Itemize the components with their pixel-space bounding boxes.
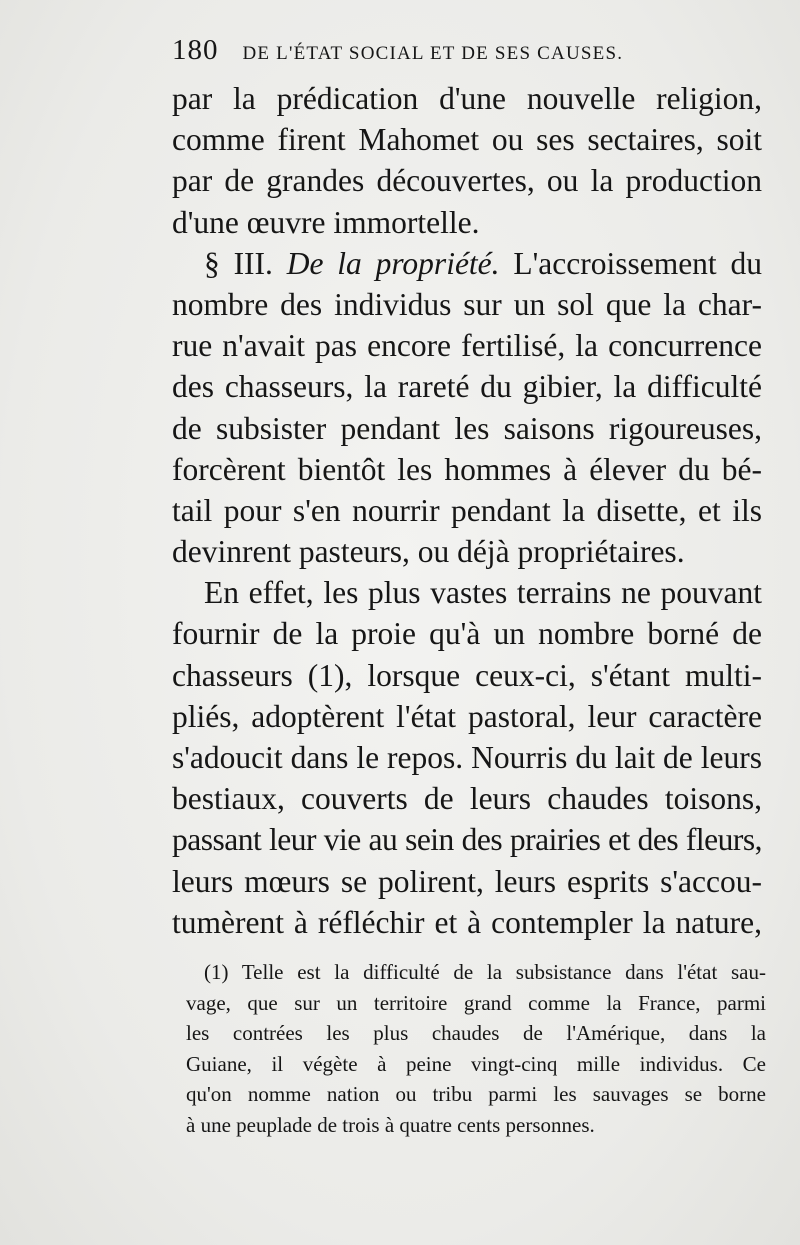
text-line: fournir de la proie qu'à un nombre borné de [172,616,762,652]
text-line: devinrent pasteurs, ou déjà propriétaires. [172,534,685,570]
text-line: En effet, les plus vastes terrains ne pouvant [204,575,762,611]
running-head: DE L'ÉTAT SOCIAL ET DE SES CAUSES. [242,43,624,64]
text-line: rue n'avait pas encore fertilisé, la concurrence [172,328,762,364]
section-first-line-text: L'accroissement du [513,245,762,281]
page-header [172,34,672,64]
text-line: tail pour s'en nourrir pendant la disette, et ils [172,492,762,528]
text-line: bestiaux, couverts de leurs chaudes toisons, [172,781,762,817]
footnote-line: (1) Telle est la difficulté de la subsistance dans l'état sau- [204,960,766,984]
footnote-line: à une peuplade de trois à quatre cents personnes. [186,1112,595,1137]
footnote [186,957,766,1141]
footnote-line: qu'on nomme nation ou tribu parmi les sauvages se borne [186,1082,766,1107]
main-text [172,78,762,943]
section-title: De la propriété. [286,245,500,281]
text-line: des chasseurs, la rareté du gibier, la difficulté [172,369,762,405]
text-line: par la prédication d'une nouvelle religion, [172,81,762,116]
section-number: § III. [204,245,273,281]
text-line: passant leur vie au sein des prairies et des fleurs, [172,822,762,858]
section-heading-line [172,243,762,284]
text-line: tumèrent à réfléchir et à contempler la nature, [172,904,762,940]
footnote-line: Guiane, il végète à peine vingt-cinq mille individus. Ce [186,1051,766,1076]
text-line: par de grandes découvertes, ou la production [172,163,762,199]
footnote-line: vage, que sur un territoire grand comme la France, parmi [186,990,766,1015]
text-line: comme firent Mahomet ou ses sectaires, soit [172,122,762,158]
text-line: chasseurs (1), lorsque ceux-ci, s'étant multi- [172,657,762,693]
text-line: s'adoucit dans le repos. Nourris du lait de leurs [172,740,762,775]
text-line: nombre des individus sur un sol que la char- [172,286,762,322]
text-line: pliés, adoptèrent l'état pastoral, leur caractère [172,698,762,734]
text-line: de subsister pendant les saisons rigoureuses, [172,410,762,446]
page-number: 180 [172,34,219,66]
text-line: forcèrent bientôt les hommes à élever du bé- [172,451,762,487]
text-line: d'une œuvre immortelle. [172,204,480,240]
footnote-line: les contrées les plus chaudes de l'Amérique, dans la [186,1021,766,1046]
text-line: leurs mœurs se polirent, leurs esprits s'accou- [172,863,762,899]
